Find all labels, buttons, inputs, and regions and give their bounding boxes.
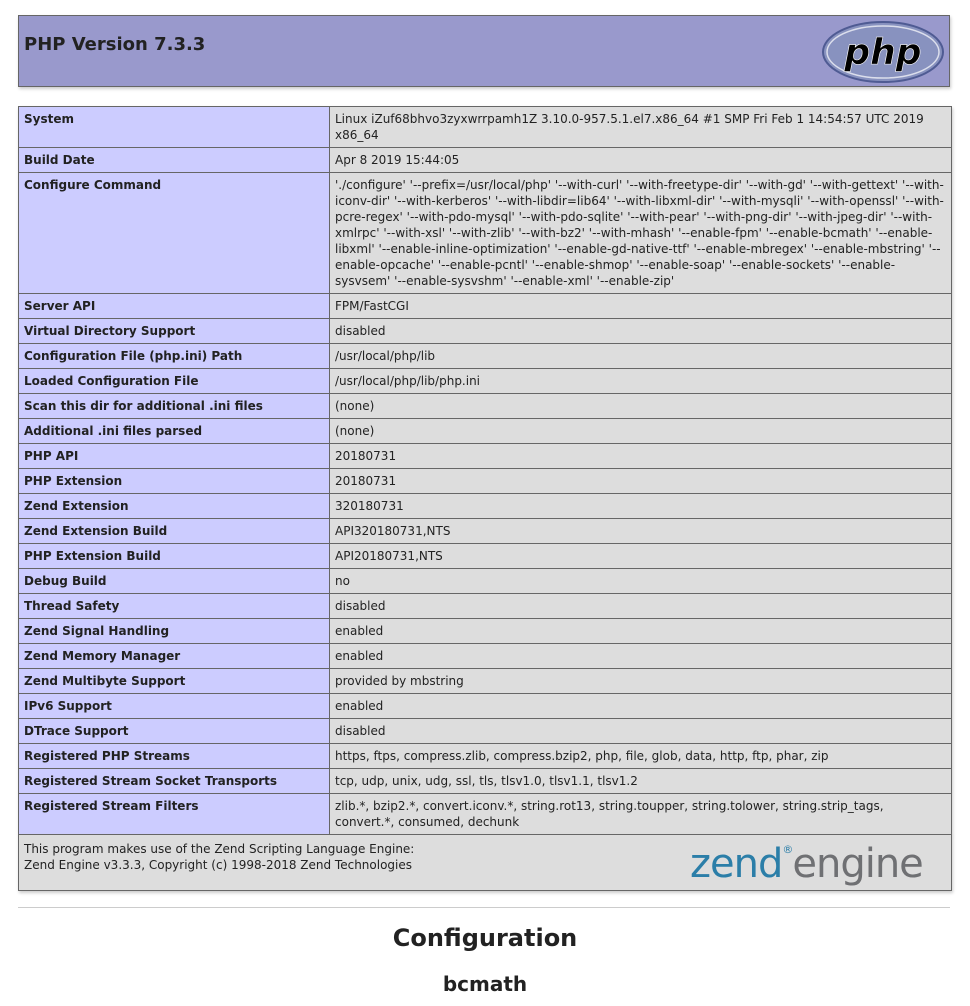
info-key: Zend Extension Build bbox=[19, 519, 330, 544]
table-row bbox=[19, 719, 952, 744]
info-key: Virtual Directory Support bbox=[19, 319, 330, 344]
zend-engine-logo-icon bbox=[690, 839, 946, 887]
table-row bbox=[19, 294, 952, 319]
table-row bbox=[19, 519, 952, 544]
info-key: Registered Stream Socket Transports bbox=[19, 769, 330, 794]
info-key: Zend Signal Handling bbox=[19, 619, 330, 644]
table-row bbox=[19, 794, 952, 835]
info-value: disabled bbox=[330, 719, 952, 744]
table-row bbox=[19, 344, 952, 369]
zend-line-2: Zend Engine v3.3.3, Copyright (c) 1998-2018 Zend Technologies bbox=[24, 858, 413, 872]
info-key: PHP Extension bbox=[19, 469, 330, 494]
info-key: Zend Extension bbox=[19, 494, 330, 519]
info-value: /usr/local/php/lib bbox=[330, 344, 952, 369]
info-key: Registered PHP Streams bbox=[19, 744, 330, 769]
info-value: (none) bbox=[330, 394, 952, 419]
module-heading-bcmath: bcmath bbox=[442, 972, 528, 996]
info-value: 320180731 bbox=[330, 494, 952, 519]
info-key: Scan this dir for additional .ini files bbox=[19, 394, 330, 419]
info-key: Thread Safety bbox=[19, 594, 330, 619]
info-key: PHP Extension Build bbox=[19, 544, 330, 569]
table-row bbox=[19, 394, 952, 419]
table-row bbox=[19, 594, 952, 619]
info-value: './configure' '--prefix=/usr/local/php' '--with-curl' '--with-freetype-dir' '--with-gd' '--with-gettext' '--with-iconv-dir' '--with-kerberos' '--with-libdir=lib64' '--with-libxml-dir' '--with-mysqli' '--with-openssl' '--with-pcre-regex' '--with-pdo-mysql' '--with-pdo-sqlite' '--with-pear' '--with-png-dir' '--with-jpeg-dir' '--with-xmlrpc' '--with-xsl' '--with-zlib' '--with-bz2' '--with-mhash' '--enable-fpm' '--enable-bcmath' '--enable-libxml' '--enable-inline-optimization' '--enable-gd-native-ttf' '--enable-mbregex' '--enable-mbstring' '--enable-opcache' '--enable-pcntl' '--enable-shmop' '--enable-soap' '--enable-sockets' '--enable-sysvsem' '--enable-sysvshm' '--enable-xml' '--enable-zip' bbox=[330, 173, 952, 294]
table-row bbox=[19, 369, 952, 394]
table-row bbox=[19, 444, 952, 469]
zend-logo-reg: ® bbox=[782, 843, 793, 856]
info-value: no bbox=[330, 569, 952, 594]
table-row bbox=[19, 569, 952, 594]
info-value: tcp, udp, unix, udg, ssl, tls, tlsv1.0, tlsv1.1, tlsv1.2 bbox=[330, 769, 952, 794]
configuration-heading: Configuration bbox=[392, 924, 578, 952]
info-value: FPM/FastCGI bbox=[330, 294, 952, 319]
info-value: 20180731 bbox=[330, 469, 952, 494]
info-key: System bbox=[19, 107, 330, 148]
table-row bbox=[19, 544, 952, 569]
info-key: DTrace Support bbox=[19, 719, 330, 744]
info-key: Server API bbox=[19, 294, 330, 319]
info-value: disabled bbox=[330, 319, 952, 344]
table-row bbox=[19, 619, 952, 644]
info-key: PHP API bbox=[19, 444, 330, 469]
info-value: API320180731,NTS bbox=[330, 519, 952, 544]
table-row bbox=[19, 107, 952, 148]
table-row bbox=[19, 644, 952, 669]
zend-engine-box bbox=[18, 834, 952, 891]
table-row bbox=[19, 494, 952, 519]
section-divider bbox=[18, 907, 950, 908]
table-row bbox=[19, 744, 952, 769]
info-value: /usr/local/php/lib/php.ini bbox=[330, 369, 952, 394]
info-value: provided by mbstring bbox=[330, 669, 952, 694]
info-key: Configure Command bbox=[19, 173, 330, 294]
zend-logo-zend: zend bbox=[690, 841, 783, 887]
table-row bbox=[19, 419, 952, 444]
svg-text:zend®engine bbox=[690, 841, 923, 887]
php-logo-text: php bbox=[844, 32, 922, 73]
info-value: enabled bbox=[330, 644, 952, 669]
table-row bbox=[19, 769, 952, 794]
zend-line-1: This program makes use of the Zend Scripting Language Engine: bbox=[24, 842, 415, 856]
php-info-table-body bbox=[19, 107, 952, 835]
info-key: Loaded Configuration File bbox=[19, 369, 330, 394]
table-row bbox=[19, 148, 952, 173]
info-key: Additional .ini files parsed bbox=[19, 419, 330, 444]
zend-logo-engine: engine bbox=[792, 841, 923, 887]
info-value: enabled bbox=[330, 619, 952, 644]
info-key: Zend Memory Manager bbox=[19, 644, 330, 669]
info-value: Apr 8 2019 15:44:05 bbox=[330, 148, 952, 173]
info-key: Build Date bbox=[19, 148, 330, 173]
php-info-table bbox=[18, 106, 952, 835]
table-row bbox=[19, 669, 952, 694]
info-value: (none) bbox=[330, 419, 952, 444]
php-version-header bbox=[18, 15, 950, 87]
php-logo-icon bbox=[821, 20, 945, 84]
info-value: API20180731,NTS bbox=[330, 544, 952, 569]
info-key: Zend Multibyte Support bbox=[19, 669, 330, 694]
info-value: enabled bbox=[330, 694, 952, 719]
info-key: Configuration File (php.ini) Path bbox=[19, 344, 330, 369]
info-value: https, ftps, compress.zlib, compress.bzip2, php, file, glob, data, http, ftp, phar, zip bbox=[330, 744, 952, 769]
info-value: disabled bbox=[330, 594, 952, 619]
table-row bbox=[19, 694, 952, 719]
table-row bbox=[19, 469, 952, 494]
info-value: 20180731 bbox=[330, 444, 952, 469]
page-title: PHP Version 7.3.3 bbox=[24, 34, 206, 55]
info-value: zlib.*, bzip2.*, convert.iconv.*, string.rot13, string.toupper, string.tolower, string.strip_tags, convert.*, consumed, dechunk bbox=[330, 794, 952, 835]
table-row bbox=[19, 319, 952, 344]
info-value: Linux iZuf68bhvo3zyxwrrpamh1Z 3.10.0-957.5.1.el7.x86_64 #1 SMP Fri Feb 1 14:54:57 UTC 2019 x86_64 bbox=[330, 107, 952, 148]
info-key: Debug Build bbox=[19, 569, 330, 594]
zend-engine-text bbox=[24, 841, 414, 873]
info-key: Registered Stream Filters bbox=[19, 794, 330, 835]
info-key: IPv6 Support bbox=[19, 694, 330, 719]
table-row bbox=[19, 173, 952, 294]
